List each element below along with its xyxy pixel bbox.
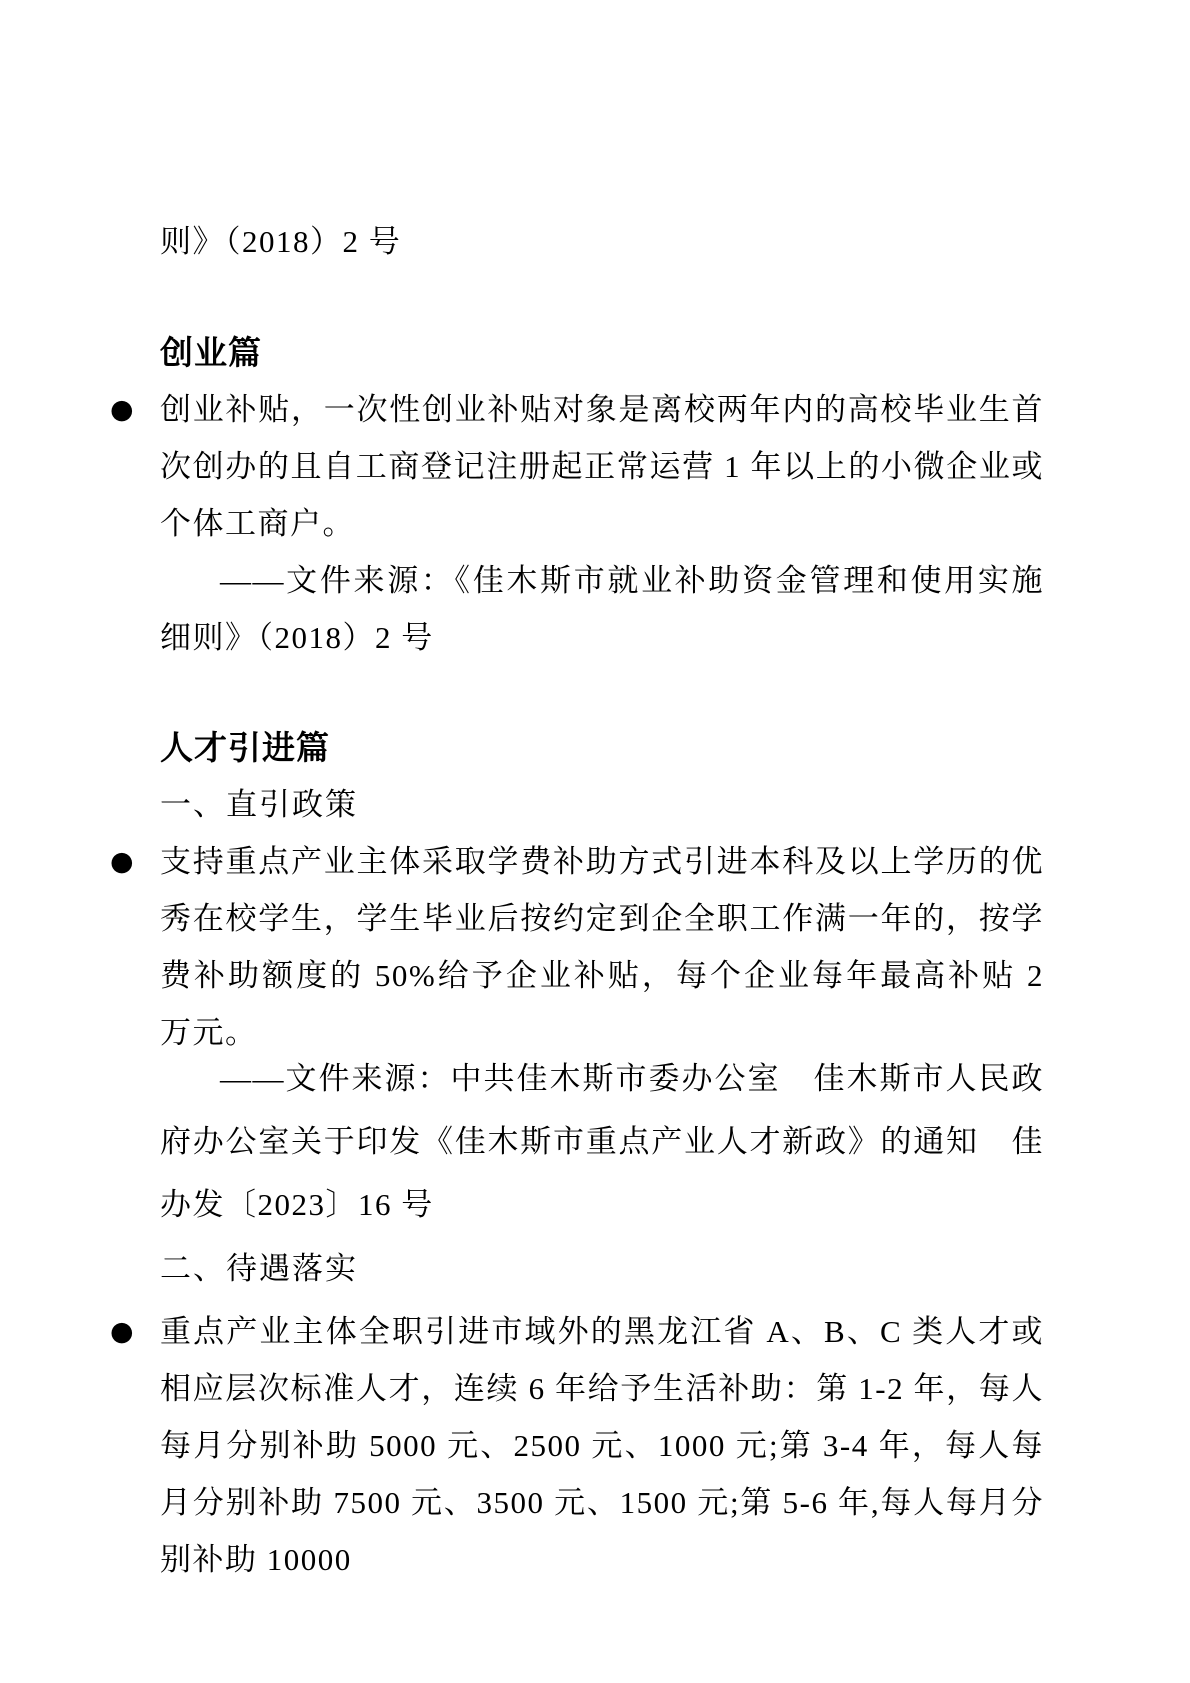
- bullet-item-startup-subsidy-text: 创业补贴，一次性创业补贴对象是离校两年内的高校毕业生首次创办的且自工商登记注册起正常运营 1 年以上的小微企业或个体工商户。: [160, 392, 1044, 541]
- section-heading-talent-recruitment: 人才引进篇: [160, 729, 330, 766]
- subsection-heading-direct-recruitment-policy: 一、直引政策: [160, 787, 358, 822]
- bullet-item-startup-subsidy: [110, 381, 1044, 552]
- subsection-heading-benefit-implementation: 二、待遇落实: [160, 1251, 358, 1286]
- source-citation-employment-fund: ——文件来源：《佳木斯市就业补助资金管理和使用实施细则》（2018）2 号: [160, 563, 1044, 655]
- carryover-line: 则》（2018）2 号: [160, 224, 402, 259]
- bullet-item-tuition-subsidy-text: 支持重点产业主体采取学费补助方式引进本科及以上学历的优秀在校学生，学生毕业后按约定到企全职工作满一年的，按学费补助额度的 50%给予企业补贴，每个企业每年最高补贴 2 万元。: [160, 844, 1044, 1050]
- bullet-icon: ●: [110, 846, 134, 877]
- bullet-item-living-subsidy-text: 重点产业主体全职引进市域外的黑龙江省 A、B、C 类人才或相应层次标准人才，连续 6 年给予生活补助：第 1-2 年，每人每月分别补助 5000 元、2500 元、1000 元;第 3-4 年，每人每月分别补助 7500 元、3500 元、1500 元;第 5-6 年,每人每月分别补助 10000: [160, 1314, 1044, 1577]
- bullet-item-living-subsidy: [110, 1303, 1044, 1588]
- page-content: [110, 213, 1044, 1588]
- bullet-item-tuition-subsidy: [110, 833, 1044, 1061]
- bullet-icon: ●: [110, 1316, 134, 1347]
- source-citation-talent-policy: ——文件来源：中共佳木斯市委办公室 佳木斯市人民政府办公室关于印发《佳木斯市重点产业人才新政》的通知 佳办发〔2023〕16 号: [160, 1061, 1044, 1222]
- bullet-icon: ●: [110, 394, 134, 425]
- section-heading-entrepreneurship: 创业篇: [160, 334, 262, 371]
